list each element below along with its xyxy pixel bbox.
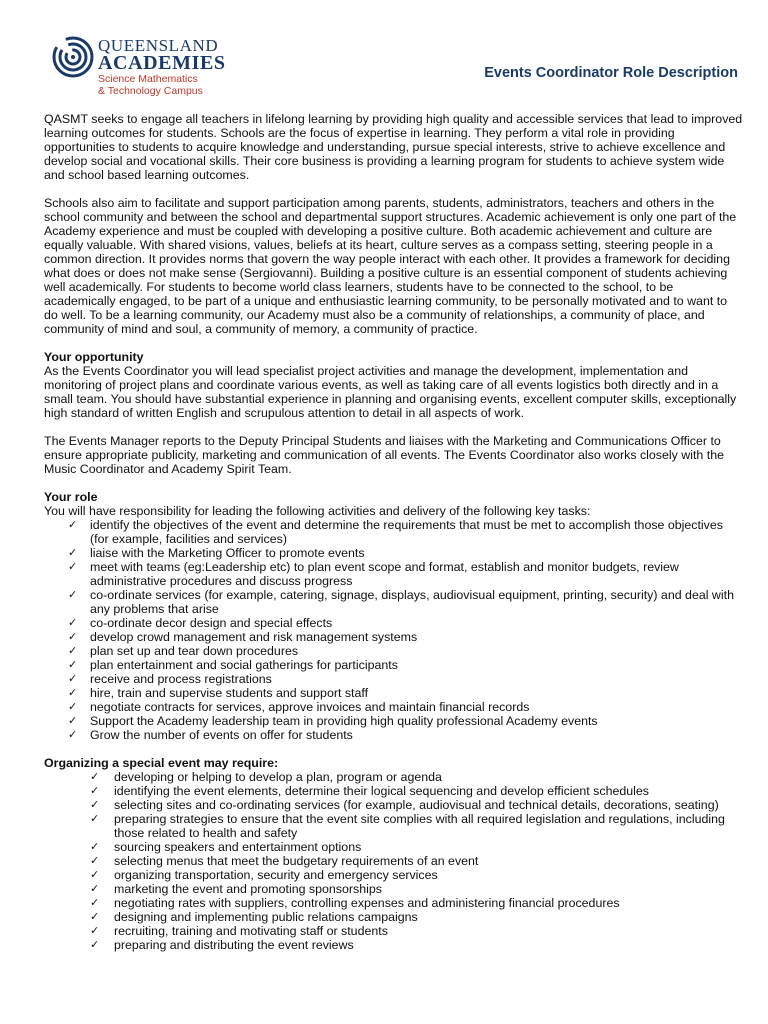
logo-text-academies: ACADEMIES xyxy=(98,52,226,74)
list-item: ✓ identifying the event elements, determine their logical sequencing and develop efficient schedules xyxy=(90,784,649,798)
list-item: ✓ preparing and distributing the event reviews xyxy=(90,938,354,952)
checkmark-icon: ✓ xyxy=(68,589,78,601)
list-item: ✓ Grow the number of events on offer for students xyxy=(68,728,353,742)
checkmark-icon: ✓ xyxy=(90,869,100,881)
checkmark-icon: ✓ xyxy=(90,925,100,937)
list-item: ✓ preparing strategies to ensure that the event site complies with all required legislation and regulations, including those related to health and safety xyxy=(90,812,725,840)
checkmark-icon: ✓ xyxy=(90,799,100,811)
checkmark-icon: ✓ xyxy=(90,911,100,923)
academy-emblem-icon xyxy=(52,36,94,78)
checkmark-icon: ✓ xyxy=(68,687,78,699)
intro-paragraph-1: QASMT seeks to engage all teachers in lifelong learning by providing high quality and accessible services that lead to improved learning outcomes for students. Schools are the focus of expertise in learning. They perform a vital role in providing opportunities to students to acquire knowledge and understanding, pursue special interests, strive to achieve excellence and develop social and vocational skills. Their core business is providing a learning program for students to achieve system wide and school based learning outcomes. xyxy=(44,112,743,182)
list-item: ✓ negotiate contracts for services, approve invoices and maintain financial records xyxy=(68,700,530,714)
academy-logo xyxy=(50,34,240,96)
checkmark-icon: ✓ xyxy=(90,841,100,853)
list-item: ✓ co-ordinate services (for example, catering, signage, displays, audiovisual equipment, printing, security) and deal with any problems that arise xyxy=(68,588,734,616)
list-item: ✓ selecting sites and co-ordinating services (for example, audiovisual and technical details, decorations, seating) xyxy=(90,798,719,812)
checkmark-icon: ✓ xyxy=(68,673,78,685)
checkmark-icon: ✓ xyxy=(68,701,78,713)
organizing-heading: Organizing a special event may require: xyxy=(44,756,279,770)
checkmark-icon: ✓ xyxy=(68,519,78,531)
checkmark-icon: ✓ xyxy=(90,855,100,867)
list-item: ✓ developing or helping to develop a plan, program or agenda xyxy=(90,770,442,784)
checkmark-icon: ✓ xyxy=(68,645,78,657)
list-item: ✓ negotiating rates with suppliers, controlling expenses and administering financial procedures xyxy=(90,896,620,910)
logo-subtitle-2: & Technology Campus xyxy=(98,85,203,97)
checkmark-icon: ✓ xyxy=(68,547,78,559)
checkmark-icon: ✓ xyxy=(68,729,78,741)
list-item: ✓ hire, train and supervise students and support staff xyxy=(68,686,369,700)
logo-text-queensland: QUEENSLAND xyxy=(98,36,219,55)
checkmark-icon: ✓ xyxy=(90,939,100,951)
list-item: ✓ recruiting, training and motivating staff or students xyxy=(90,924,388,938)
list-item: ✓ organizing transportation, security and emergency services xyxy=(90,868,438,882)
document-title: Events Coordinator Role Description xyxy=(484,65,738,81)
list-item: ✓ Support the Academy leadership team in providing high quality professional Academy events xyxy=(68,714,598,728)
checkmark-icon: ✓ xyxy=(90,897,100,909)
list-item: ✓ develop crowd management and risk management systems xyxy=(68,630,418,644)
list-item: ✓ co-ordinate decor design and special effects xyxy=(68,616,333,630)
list-item: ✓ meet with teams (eg:Leadership etc) to plan event scope and format, establish and monitor budgets, review administrative procedures and discuss progress xyxy=(68,560,679,588)
checkmark-icon: ✓ xyxy=(68,715,78,727)
list-item: ✓ identify the objectives of the event and determine the requirements that must be met to accomplish those objectives (for example, facilities and services) xyxy=(68,518,723,546)
document-body xyxy=(44,112,744,952)
list-item: ✓ plan entertainment and social gatherings for participants xyxy=(68,658,398,672)
opportunity-heading: Your opportunity xyxy=(44,350,144,364)
organizing-task-list xyxy=(44,770,744,952)
list-item: ✓ marketing the event and promoting sponsorships xyxy=(90,882,382,896)
page-header xyxy=(50,34,750,96)
checkmark-icon: ✓ xyxy=(90,813,100,825)
checkmark-icon: ✓ xyxy=(68,561,78,573)
list-item: ✓ selecting menus that meet the budgetary requirements of an event xyxy=(90,854,479,868)
intro-paragraph-2: Schools also aim to facilitate and support participation among parents, students, administrators, teachers and others in the school community and between the school and departmental support structures. Academic achievement is only one part of the Academy experience and must be coupled with developing a positive culture. Both academic achievement and culture are equally valuable. With shared visions, values, beliefs at its heart, culture serves as a compass setting, steering people in a common direction. It provides norms that govern the way people interact with each other. It provides a framework for deciding what does or does not make sense (Sergiovanni). Building a positive culture is an essential component of students achieving well academically. For students to become world class learners, students have to be connected to the school, to be academically engaged, to be part of a unique and enthusiastic learning community, to be personally motivated and to want to do well. To be a learning community, our Academy must also be a community of relationships, a community of place, and community of mind and soul, a community of memory, a community of practice. xyxy=(44,196,737,336)
list-item: ✓ sourcing speakers and entertainment options xyxy=(90,840,362,854)
checkmark-icon: ✓ xyxy=(68,617,78,629)
checkmark-icon: ✓ xyxy=(90,785,100,797)
list-item: ✓ liaise with the Marketing Officer to promote events xyxy=(68,546,365,560)
opportunity-paragraph-2: The Events Manager reports to the Deputy Principal Students and liaises with the Marketing and Communications Officer to ensure appropriate publicity, marketing and communication of all events. The Events Coordinator also works closely with the Music Coordinator and Academy Spirit Team. xyxy=(44,434,724,476)
role-heading: Your role xyxy=(44,490,98,504)
role-intro: You will have responsibility for leading the following activities and delivery of the following key tasks: xyxy=(44,504,591,518)
logo-subtitle-1: Science Mathematics xyxy=(98,73,198,85)
list-item: ✓ plan set up and tear down procedures xyxy=(68,644,299,658)
opportunity-paragraph-1: As the Events Coordinator you will lead specialist project activities and manage the development, implementation and monitoring of project plans and coordinate various events, as well as taking care of all events logistics both directly and in a small team. You should have substantial experience in planning and organising events, excellent computer skills, exceptionally high standard of written English and scrupulous attention to detail in all aspects of work. xyxy=(44,364,737,420)
checkmark-icon: ✓ xyxy=(90,883,100,895)
list-item: ✓ receive and process registrations xyxy=(68,672,272,686)
role-task-list xyxy=(44,518,744,742)
checkmark-icon: ✓ xyxy=(90,771,100,783)
checkmark-icon: ✓ xyxy=(68,659,78,671)
list-item: ✓ designing and implementing public relations campaigns xyxy=(90,910,418,924)
checkmark-icon: ✓ xyxy=(68,631,78,643)
